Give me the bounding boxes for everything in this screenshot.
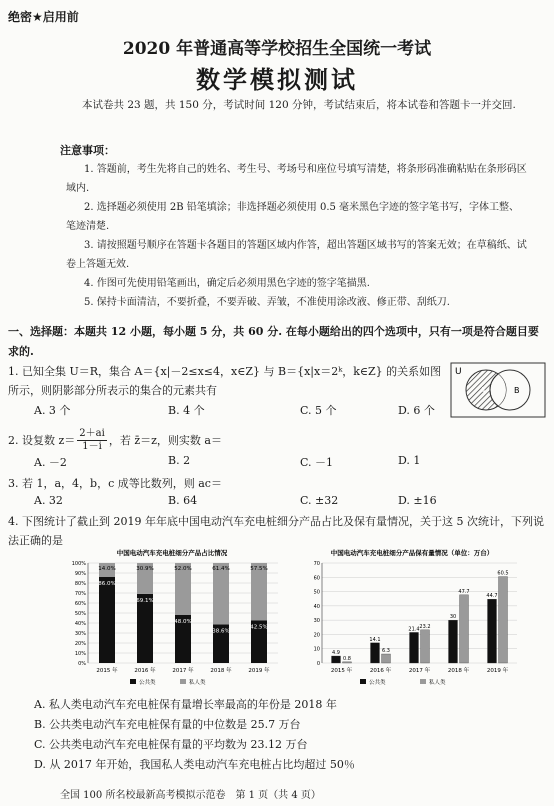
bar-public: [410, 632, 419, 663]
y-tick-label: 40%: [74, 621, 86, 627]
y-tick-label: 60: [313, 575, 320, 582]
question-3-stem: 3. 若 1，a，4，b，c 成等比数列，则 ac＝: [8, 477, 222, 490]
bar-public: [99, 577, 115, 663]
data-label-private: 6.3: [382, 648, 390, 654]
bar-private: [343, 662, 352, 663]
y-tick-label: 30%: [74, 631, 86, 637]
data-label-private: 0.8: [343, 655, 351, 662]
q4-option-c: C. 公共类电动汽车充电桩保有量的平均数为 23.12 万台: [34, 738, 308, 751]
note-item: 4. 作图可先使用铅笔画出，确定后必须用黑色字迹的签字笔描黑.: [84, 278, 370, 289]
chart-title: 中国电动汽车充电桩细分产品占比情况: [116, 549, 228, 557]
bar-public: [332, 656, 341, 663]
x-tick-label: 2016 年: [369, 668, 392, 674]
legend-swatch-public: [130, 679, 136, 684]
venn-label-u: U: [455, 367, 462, 377]
q2-fraction-denominator: 1－i: [82, 441, 102, 452]
y-tick-label: 100%: [71, 561, 86, 567]
data-label-private: 14.0%: [98, 566, 116, 572]
data-label-public: 14.1: [369, 636, 381, 643]
data-label-public: 4.9: [332, 650, 340, 656]
note-item: 2. 选择题必须使用 2B 铅笔填涂；非选择题必须使用 0.5 毫米黑色字迹的签字笔书写，字体工整、笔迹清楚.: [66, 202, 520, 232]
y-tick-label: 20: [313, 632, 320, 639]
x-tick-label: 2015 年: [96, 668, 118, 674]
q1-option-c: C. 5 个: [300, 404, 337, 417]
q2-fraction-numerator: 2＋ai: [79, 428, 105, 439]
q3-option-d: D. ±16: [398, 494, 437, 507]
x-tick-label: 2019 年: [248, 668, 270, 674]
x-tick-label: 2019 年: [486, 668, 509, 674]
x-tick-label: 2018 年: [210, 668, 232, 674]
y-tick-label: 70%: [74, 591, 86, 597]
y-tick-label: 30: [313, 618, 320, 625]
data-label-private: 57.5%: [250, 566, 268, 572]
venn-diagram: [450, 362, 546, 418]
question-1-stem: 1. 已知全集 U＝R，集合 A＝{x|－2≤x≤4，x∈Z} 与 B＝{x|x＝2ᵏ，k∈Z} 的关系如图所示，则阴影部分所表示的集合的元素共有: [8, 365, 442, 397]
q1-option-a: A. 3 个: [34, 404, 71, 417]
bar-private: [382, 654, 391, 663]
y-tick-label: 20%: [74, 641, 86, 647]
question-4-stem: 4. 下图统计了截止到 2019 年年底中国电动汽车充电桩细分产品占比及保有量情况，关于这 5 次统计，下列说法正确的是: [8, 515, 544, 547]
legend-label-private: 私人类: [429, 680, 446, 686]
data-label-public: 86.0%: [98, 581, 116, 587]
data-label-public: 21.4: [408, 626, 420, 633]
q3-option-c: C. ±32: [300, 494, 339, 507]
paper-title: 数学模拟测试: [196, 65, 358, 94]
x-tick-label: 2016 年: [134, 668, 156, 674]
data-label-private: 30.9%: [136, 566, 154, 572]
legend-label-public: 公共类: [369, 680, 386, 686]
volume-chart: [300, 545, 525, 690]
bar-public: [488, 599, 497, 663]
intro-text: 本试卷共 23 题，共 150 分，考试时间 120 分钟，考试结束后，将本试卷和答题卡一并交回.: [82, 99, 516, 111]
q4-option-d: D. 从 2017 年开始，我国私人类电动汽车充电桩占比均超过 50％: [34, 758, 355, 771]
legend-swatch-private: [180, 679, 186, 684]
bar-private: [499, 577, 508, 663]
data-label-public: 48.0%: [174, 619, 192, 625]
data-label-private: 61.4%: [212, 566, 230, 572]
y-tick-label: 40: [313, 603, 320, 610]
q2-option-c: C. －1: [300, 456, 334, 469]
bar-private: [213, 563, 229, 624]
data-label-public: 30: [449, 614, 457, 621]
data-label-private: 60.5: [497, 570, 509, 577]
legend-swatch-public: [360, 679, 366, 684]
bar-public: [449, 620, 458, 663]
data-label-private: 23.2: [419, 623, 431, 630]
section-heading: 一、选择题：本题共 12 小题，每小题 5 分，共 60 分. 在每小题给出的四个选项中，只有一项是符合题目要求的.: [8, 325, 539, 358]
y-tick-label: 10: [313, 646, 320, 653]
x-tick-label: 2017 年: [408, 668, 431, 674]
data-label-private: 52.0%: [174, 566, 192, 572]
x-tick-label: 2017 年: [172, 668, 194, 674]
q3-option-b: B. 64: [168, 494, 198, 507]
q4-option-b: B. 公共类电动汽车充电桩保有量的中位数是 25.7 万台: [34, 718, 301, 731]
page-footer: 全国 100 所名校最新高考模拟示范卷 第 1 页（共 4 页）: [60, 790, 321, 801]
y-tick-label: 50: [313, 589, 320, 596]
y-tick-label: 60%: [74, 601, 86, 607]
chart-title: 中国电动汽车充电桩细分产品保有量情况（单位：万台）: [330, 549, 494, 557]
y-tick-label: 50%: [74, 611, 86, 617]
bar-public: [137, 594, 153, 663]
data-label-public: 69.1%: [136, 597, 154, 604]
venn-label-a: A: [480, 386, 486, 395]
confidential-mark: 绝密★启用前: [8, 10, 79, 24]
q2-option-b: B. 2: [168, 454, 191, 467]
question-2-stem: [8, 428, 222, 453]
note-item: 3. 请按照题号顺序在答题卡各题目的答题区域内作答，超出答题区域书写的答案无效；在草稿纸、试卷上答题无效.: [66, 240, 527, 270]
y-tick-label: 80%: [74, 581, 86, 587]
venn-label-b: B: [514, 386, 520, 395]
bar-private: [421, 630, 430, 663]
x-tick-label: 2018 年: [447, 668, 470, 674]
x-tick-label: 2015 年: [330, 668, 353, 674]
q1-option-b: B. 4 个: [168, 404, 205, 417]
data-label-private: 47.7: [458, 588, 470, 595]
q1-option-d: D. 6 个: [398, 404, 435, 417]
note-item: 5. 保持卡面清洁，不要折叠，不要弄破、弄皱，不准使用涂改液、修正带、刮纸刀.: [84, 297, 450, 308]
exam-title: 2020 年普通高等学校招生全国统一考试: [122, 39, 432, 59]
share-chart: [60, 545, 285, 690]
legend-label-private: 私人类: [189, 680, 206, 686]
data-label-public: 44.7: [486, 593, 498, 600]
q2-fraction: [77, 428, 107, 453]
q2-stem-pre: 2. 设复数 z＝: [8, 434, 76, 447]
y-tick-label: 10%: [74, 651, 86, 657]
y-tick-label: 90%: [74, 571, 86, 577]
y-tick-label: 0: [316, 661, 320, 667]
notes-heading: 注意事项：: [60, 144, 115, 157]
q2-option-d: D. 1: [398, 454, 421, 467]
legend-label-public: 公共类: [139, 680, 156, 686]
q3-option-a: A. 32: [34, 494, 63, 507]
data-label-public: 42.5%: [250, 624, 268, 631]
bar-private: [460, 595, 469, 663]
q4-option-a: A. 私人类电动汽车充电桩保有量增长率最高的年份是 2018 年: [34, 698, 337, 711]
q2-stem-post: ，若 z̄＝z，则实数 a＝: [108, 434, 222, 447]
data-label-public: 38.6%: [212, 628, 230, 635]
note-item: 1. 答题前，考生先将自己的姓名、考生号、考场号和座位号填写清楚，将条形码准确粘贴在条形码区域内.: [66, 164, 527, 194]
y-tick-label: 0%: [78, 661, 86, 667]
bar-public: [371, 643, 380, 663]
legend-swatch-private: [420, 679, 426, 684]
y-tick-label: 70: [313, 561, 320, 567]
q2-option-a: A. －2: [34, 456, 67, 469]
